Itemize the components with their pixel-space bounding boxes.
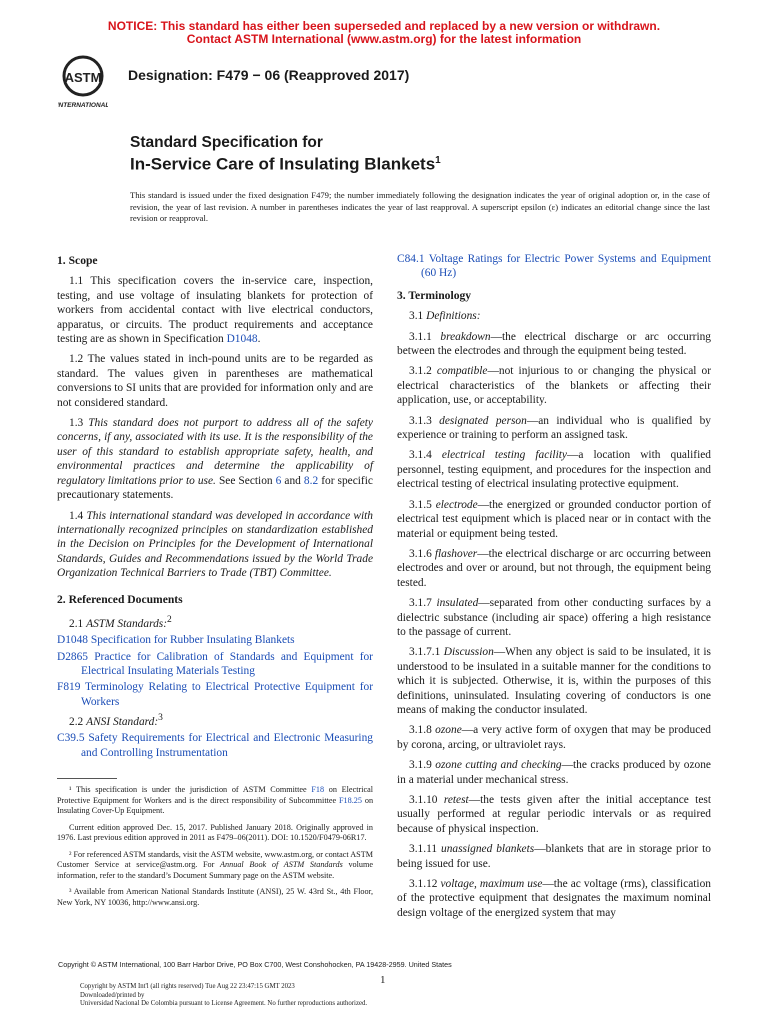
footnote-1-edition: Current edition approved Dec. 15, 2017. Published January 2018. Originally approved in 1976. Last previous edition approved in 2011 as F479–06(2011). DOI: 10.1520/F0479-06R17. [57,822,373,843]
definition-item: 3.1.5 electrode—the energized or grounded conductor portion of electrical test equipment which is placed near or in contact with the material or equipment being tested. [397,498,711,540]
ref-c84-1[interactable]: C84.1 Voltage Ratings for Electric Power Systems and Equipment (60 Hz) [397,253,711,280]
notice-line-1: NOTICE: This standard has either been superseded and replaced by a new version or withdrawn. [107,19,661,33]
right-column [397,252,711,926]
ref-f819[interactable]: F819 Terminology Relating to Electrical Protective Equipment for Workers [57,681,373,708]
svg-text:ASTM: ASTM [64,70,102,85]
ref-d1048[interactable]: D1048 Specification for Rubber Insulating Blankets [57,634,295,647]
link-f18[interactable]: F18 [311,785,325,795]
svg-text:INTERNATIONAL: INTERNATIONAL [58,102,108,109]
notice-line-2: Contact ASTM International (www.astm.org) for the latest information [186,32,582,46]
title-footnote-mark: 1 [435,155,441,166]
definition-item: 3.1.3 designated person—an individual who is qualified by experience or training to perform an assigned task. [397,414,711,442]
definition-item: 3.1.11 unassigned blankets—blankets that are in storage prior to being issued for use. [397,843,711,870]
definition-item: 3.1.2 compatible—not injurious to or changing the physical or electrical characteristics of the blankets or affecting their application, use, or acceptability. [397,365,711,407]
title-text: In-Service Care of Insulating Blankets [130,154,436,174]
link-f18-25[interactable]: F18.25 [339,795,362,805]
left-column [57,252,373,914]
title-line-1: Standard Specification for [130,134,323,151]
para-2-2: 2.2 ANSI Standard:$^3$ [69,713,163,728]
definition-item: 3.1.6 flashover—the electrical discharge or arc occurring between electrodes and over or around, but not through, the equipment being tested. [397,547,712,589]
para-1-2: 1.2 The values stated in inch-pound units are to be regarded as standard. The values given in parentheses are mathematical conversions to SI units that are provided for information only and are not considered standard. [57,353,374,409]
link-d1048[interactable]: D1048 [226,333,258,346]
footnote-divider [57,778,117,779]
ref-d2865[interactable]: D2865 Practice for Calibration of Standards and Equipment for Electrical Insulating Materials Testing [57,650,373,677]
definition-item: 3.1.12 voltage, maximum use—the ac voltage (rms), classification of the protective equipment that designates the maximum nominal design voltage of the energized system that may [397,878,711,919]
footnote-1: ¹ This specification is under the jurisdiction of ASTM Committee F18 on Electrical Protective Equipment for Workers and is the direct responsibility of Subcommittee F18.25 on Insulating Cover-Up Equipment. [57,785,374,816]
ref-c39-5[interactable]: C39.5 Safety Requirements for Electrical and Electronic Measuring and Controlling Instrumentation [57,732,373,759]
section-scope-heading: 1. Scope [57,254,98,267]
section-terminology-heading: 3. Terminology [397,288,472,302]
definition-item: 3.1.1 breakdown—the electrical discharge or arc occurring between the electrodes and through the equipment being tested. [397,330,711,358]
footnote-3: ³ Available from American National Standards Institute (ANSI), 25 W. 43rd St., 4th Floor, New York, NY 10036, http://www.ansi.org. [57,887,373,907]
definition-item: 3.1.7 insulated—separated from other conducting surfaces by a dielectric substance (including air space) offering a high resistance to the passage of current. [397,597,711,638]
definition-item: 3.1.9 ozone cutting and checking—the cracks produced by ozone in a material under mechanical stress. [397,759,711,786]
para-2-1: 2.1 ASTM Standards:$^2$ [69,614,172,630]
copyright-line: Copyright © ASTM International, 100 Barr Harbor Drive, PO Box C700, West Conshohocken, PA 19428-2959. United States [58,960,452,969]
definition-item: 3.1.7.1 Discussion—When any object is said to be insulated, it is understood to be insulated in a suitable manner for the conditions to which it is subjected. Otherwise, it is, within the purposes of this definitions, uninsulated. Insulating covering of conductors is one means of making the conductor insulated. [397,646,711,716]
definition-item: 3.1.10 retest—the tests given after the initial acceptance test usually performed at regular periodic intervals or as required because of physical inspection. [397,794,711,835]
astm-logo [58,54,108,112]
notice-banner [0,20,768,46]
footnote-2: ² For referenced ASTM standards, visit the ASTM website, www.astm.org, or contact ASTM Customer Service at service@astm.org. For Annual Book of ASTM Standards volume information, refer to the standard’s Document Summary page on the ASTM website. [57,849,374,880]
page-number: 1 [380,974,386,986]
para-3-1: 3.1 Definitions: [409,310,481,323]
intro-note: This standard is issued under the fixed designation F479; the number immediately following the designation indicates the year of original adoption or, in the case of revision, the year of last revision. A number in parentheses indicates the year of last reapproval. A superscript epsilon (ε) indicates an editorial change since the last revision or reapproval. [130,190,710,223]
page-title [130,150,441,175]
definition-item: 3.1.8 ozone—a very active form of oxygen that may be produced by corona, arcing, or ultraviolet rays. [397,724,711,751]
designation: Designation: F479 − 06 (Reapproved 2017) [128,67,410,83]
footer-line-2: Downloaded/printed by [80,991,145,999]
footer-line-3: Universidad Nacional De Colombia pursuant to License Agreement. No further reproductions authorized. [80,1000,368,1007]
section-referenced-docs-heading: 2. Referenced Documents [57,592,183,606]
para-1-4: 1.4 This international standard was developed in accordance with internationally recognized principles on standardization established in the Decision on Principles for the Development of International Standards, Guides and Recommendations issued by the World Trade Organization Technical Barriers to Trade (TBT) Committee. [57,509,373,580]
para-1-1: 1.1 This specification covers the in-service care, inspection, testing, and use voltage of insulating blankets for protection of workers from accidental contact with live electrical conductors, apparatus, or circuits. The product requirements and acceptance testing are as shown in Specification D1048. [57,275,373,346]
footer-line-1: Copyright by ASTM Int'l (all rights reserved) Tue Aug 22 23:47:15 GMT 2023 [80,983,295,990]
link-section-8-2[interactable]: 8.2 [303,474,319,487]
para-1-3: 1.3 This standard does not purport to address all of the safety concerns, if any, associated with its use. It is the responsibility of the user of this standard to establish appropriate safety, health, and environmental practices and determine the applicability of regulatory limitations prior to use. See Section 6 and 8.2 for specific precautionary statements. [57,417,373,502]
link-section-6[interactable]: 6 [275,474,282,487]
download-footer [80,983,367,1009]
definition-item: 3.1.4 electrical testing facility—a location with qualified personnel, testing equipment, and procedures for the inspection and electrical testing of electrical insulating protective equipment. [397,449,711,491]
